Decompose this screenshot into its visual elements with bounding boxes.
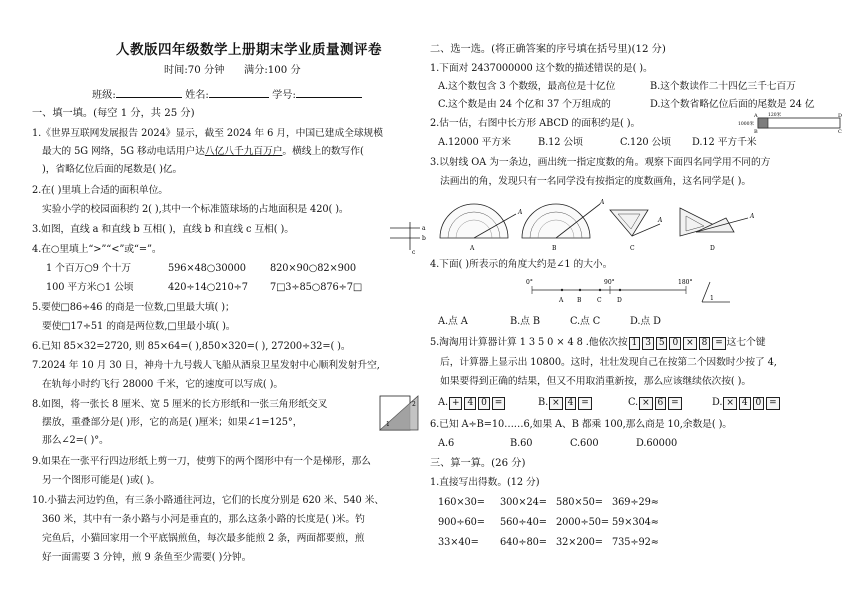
deg-0-label: 0° [526, 279, 533, 286]
calc-r3-c1: 33×40= [438, 537, 479, 548]
q1-underlined-number: 八亿八千九百万户 [204, 146, 283, 157]
calc-r1-c4: 369÷29≈ [612, 497, 659, 508]
calc-r1-c2: 300×24= [500, 497, 547, 508]
q4-r1-c3: 820×90○82×900 [270, 263, 356, 274]
q10-line-a: 10.小猫去河边钓鱼，有三条小路通往河边，它们的长度分别是 620 米、540 米、 [32, 495, 385, 506]
q4-r2-c2: 420÷14○210÷7 [168, 282, 248, 293]
key-0: 0 [669, 337, 681, 350]
ray-a-label-3: A [658, 217, 663, 224]
q5-line-b: 要使□17÷51 的商是两位数,□里最小填( )。 [42, 321, 236, 332]
r5-opt-d-letter: D. [712, 397, 723, 408]
class-blank[interactable] [116, 86, 182, 98]
line-a-label: a [422, 225, 426, 232]
q4-question: 4.在○里填上“>”“<”或“=”。 [32, 244, 162, 255]
calc-r1-c3: 580×50= [556, 497, 603, 508]
q10-line-b: 360 米，其中有一条小路与小河是垂直的，那么这条小路的长度是( )米。钓 [42, 514, 365, 525]
set-square-c-icon [610, 210, 663, 252]
r5-option-c[interactable] [628, 396, 683, 410]
r5-opt-c-letter: C. [628, 397, 639, 408]
key-5: 5 [656, 337, 668, 350]
r5-line-a [430, 336, 765, 350]
r5-opt-b-key-1: × [549, 397, 562, 410]
pt-c-label: C [597, 297, 602, 304]
calc-r3-c2: 640÷80= [500, 537, 547, 548]
q4-r2-c1: 100 平方米○1 公顷 [46, 282, 134, 293]
r4-option-b[interactable]: B.点 B [510, 316, 540, 327]
line-b-label: b [422, 235, 426, 242]
angle-scale-figure [524, 276, 744, 310]
protractor-b-icon [522, 199, 605, 252]
q1-text: 最大的 5G 网络，5G 移动电话用户达 [42, 146, 205, 157]
ray-a-label-1: A [518, 209, 523, 216]
fig-b-label: B [552, 245, 557, 252]
name-blank[interactable] [209, 86, 269, 98]
r1-question: 1.下面对 2437000000 这个数的描述错误的是( )。 [430, 63, 653, 74]
calc-r2-c4: 59×304≈ [612, 517, 659, 528]
r2-option-b[interactable]: B.12 公顷 [538, 137, 583, 148]
r3-line-b: 法画出的角，发现只有一名同学没有按指定的度数画角，这名同学是( )。 [440, 176, 752, 187]
q3-question: 3.如图，直线 a 和直线 b 互相( )，直线 b 和直线 c 互相( )。 [32, 224, 294, 235]
angle-2-label: 2 [412, 401, 416, 408]
q1-line-c: )，省略亿位后面的尾数是( )亿。 [42, 164, 183, 175]
ray-a-label-4: A [750, 213, 755, 220]
fig-d-label: D [710, 245, 715, 252]
r2-top-label: 120米 [768, 113, 782, 118]
r4-option-c[interactable]: C.点 C [570, 316, 601, 327]
key-1: 1 [629, 337, 641, 350]
r5-opt-c-key-2: 6 [655, 397, 667, 410]
protractor-figures [434, 196, 804, 252]
r5-line-b: 后，计算器上显示出 10800。这时，壮壮发现自己在按第二个因数时少按了 4, [440, 357, 777, 368]
set-square-d-icon [680, 208, 755, 252]
id-label: 学号: [272, 90, 296, 101]
calc-r3-c4: 735÷92≈ [612, 537, 659, 548]
q2-line-b: 实验小学的校园面积约 2( ),其中一个标准篮球场的占地面积是 420( )。 [42, 204, 349, 215]
r1-option-c[interactable]: C.这个数是由 24 个亿和 37 个万组成的 [438, 99, 611, 110]
calc-r2-c2: 560÷40= [500, 517, 547, 528]
q7-line-a: 7.2024 年 10 月 30 日，神舟十九号载人飞船从酒泉卫星发射中心顺利发射升空, [32, 360, 380, 371]
r5-opt-a-key-4: = [492, 397, 505, 410]
exam-time: 时间:70 分钟 [164, 65, 225, 76]
r5-opt-b-key-2: 4 [565, 397, 577, 410]
r5-opt-d-key-1: × [723, 397, 736, 410]
r4-option-d[interactable]: D.点 D [630, 316, 661, 327]
key-equals: = [712, 337, 725, 350]
pt-a-label: A [559, 297, 564, 304]
r2-option-d[interactable]: D.12 平方千米 [692, 137, 757, 148]
exam-title: 人教版四年级数学上册期末学业质量测评卷 [116, 42, 382, 58]
rectangle-abcd-figure [738, 112, 842, 134]
r5-opt-a-key-3: 0 [478, 397, 490, 410]
protractor-a-icon [440, 204, 523, 252]
r1-option-b[interactable]: B.这个数读作二十四亿三千七百万 [650, 81, 796, 92]
info-row [92, 86, 362, 103]
r5-text-pre: 5.淘淘用计算器计算 1 3 5 0 × 4 8 .他依次按 [430, 337, 628, 348]
r2-side-label: 1000米 [738, 122, 754, 127]
q4-r1-c2: 596×48○30000 [168, 263, 246, 274]
line-c-label: c [412, 249, 416, 256]
q9-line-b: 另一个图形可能是( )或( )。 [42, 475, 160, 486]
r5-opt-b-letter: B. [538, 397, 549, 408]
key-3: 3 [642, 337, 654, 350]
deg-90-label: 90° [604, 279, 615, 286]
q4-r2-c3: 7□3÷85○876÷7□ [270, 282, 363, 293]
q2-line-a: 2.在( )里填上合适的面积单位。 [32, 185, 168, 196]
r5-opt-c-key-1: × [639, 397, 652, 410]
r2-question: 2.估一估，右图中长方形 ABCD 的面积约是( )。 [430, 118, 641, 129]
q10-line-d: 好一面需要 3 分钟，煎 9 条鱼至少需要( )分钟。 [42, 552, 252, 563]
r5-opt-a-key-2: 4 [464, 397, 476, 410]
overlap-figure [378, 392, 424, 436]
calc-r1-c1: 160×30= [438, 497, 485, 508]
r5-option-b[interactable] [538, 396, 593, 410]
q8-line-b: 摆放，重叠部分是( )形，它的高是( )厘米；如果∠1=125°， [42, 417, 303, 428]
r2-point-d: D [838, 113, 843, 119]
r5-opt-c-key-3: = [668, 397, 681, 410]
lines-figure [388, 220, 424, 260]
q7-line-b: 在轨每小时约飞行 28000 千米，它的速度可以写成( )。 [42, 379, 284, 390]
r2-option-c[interactable]: C.120 公顷 [620, 137, 671, 148]
r3-line-a: 3.以射线 OA 为一条边，画出统一指定度数的角。观察下面四名同学用不同的方 [430, 157, 771, 168]
pt-b-label: B [577, 297, 582, 304]
id-blank[interactable] [296, 86, 362, 98]
r6-option-d[interactable]: D.60000 [636, 438, 678, 449]
r2-point-c: C [838, 129, 842, 135]
r5-opt-a-letter: A. [438, 397, 448, 408]
deg-180-label: 180° [678, 279, 693, 286]
class-label: 班级: [92, 90, 116, 101]
r2-point-a: A [754, 113, 758, 119]
exam-score: 满分:100 分 [244, 65, 301, 76]
r4-option-a[interactable]: A.点 A [438, 316, 468, 327]
calc-r2-c3: 2000÷50= [556, 517, 610, 528]
key-8: 8 [699, 337, 711, 350]
name-label: 姓名: [185, 90, 209, 101]
q9-line-a: 9.如果在一张平行四边形纸上剪一刀，使剪下的两个图形中有一个是梯形，那么 [32, 456, 371, 467]
r4-question: 4.下面( )所表示的角度大约是∠1 的大小。 [430, 259, 613, 270]
fig-a-label: A [470, 245, 475, 252]
r6-option-b[interactable]: B.60 [510, 438, 533, 449]
s1-heading: 1.直接写出得数。(12 分) [430, 477, 540, 488]
calc-r2-c1: 900÷60= [438, 517, 485, 528]
r5-opt-d-key-3: 0 [753, 397, 765, 410]
ray-a-label-2: A [600, 199, 605, 206]
key-times: × [683, 337, 696, 350]
q1-line-a: 1.《世界互联网发展报告 2024》显示，截至 2024 年 6 月，中国已建成全球规模 [32, 128, 383, 139]
angle-1-label: 1 [386, 421, 390, 428]
section-1-heading: 一、填一填。(每空 1 分，共 25 分) [32, 108, 195, 119]
r6-question: 6.已知 A÷B=10……6,如果 A、B 都乘 100,那么商是 10,余数是( )。 [430, 419, 732, 430]
r6-option-c[interactable]: C.600 [570, 438, 599, 449]
q8-line-a: 8.如图，将一张长 8 厘米、宽 5 厘米的长方形纸和一张三角形纸交叉 [32, 399, 328, 410]
r5-line-c: 如果要得到正确的结果，但又不用取消重新按，那么应该继续依次按( )。 [440, 376, 752, 387]
r6-option-a[interactable]: A.6 [438, 438, 455, 449]
r5-opt-d-key-4: = [766, 397, 779, 410]
r5-text-post: 这七个键 [726, 337, 766, 348]
fig-c-label: C [630, 245, 635, 252]
r5-option-a[interactable] [438, 396, 506, 410]
r1-option-d[interactable]: D.这个数省略亿位后面的尾数是 24 亿 [650, 99, 815, 110]
r2-option-a[interactable]: A.12000 平方米 [438, 137, 511, 148]
q6-question: 6.已知 85×32=2720, 则 85×64=( ),850×320=( ), 27200÷32=( )。 [32, 341, 351, 352]
calc-r3-c3: 32×200= [556, 537, 603, 548]
q1-line-b [42, 145, 364, 159]
r5-opt-b-key-3: = [578, 397, 591, 410]
r5-opt-d-key-2: 4 [739, 397, 751, 410]
angle-1-label-r4: 1 [710, 295, 714, 302]
section-3-heading: 三、算一算。(26 分) [430, 458, 526, 469]
q10-line-c: 完鱼后，小猫回家用一个平底锅煎鱼，每次最多能煎 2 条，两面都要煎，煎 [42, 533, 365, 544]
section-2-heading: 二、选一选。(将正确答案的序号填在括号里)(12 分) [430, 44, 666, 55]
q1-text-post: 。横线上的数写作( [282, 146, 364, 157]
r5-option-d[interactable] [712, 396, 781, 410]
q4-r1-c1: 1 个百万○9 个十万 [46, 263, 131, 274]
r2-point-b: B [754, 129, 758, 135]
pt-d-label: D [617, 297, 622, 304]
r1-option-a[interactable]: A.这个数包含 3 个数级，最高位是十亿位 [438, 81, 616, 92]
r5-opt-a-key-1: + [449, 397, 462, 410]
q8-line-c: 那么∠2=( )°。 [42, 435, 109, 446]
q5-line-a: 5.要使□86÷46 的商是一位数,□里最大填( )； [32, 302, 235, 313]
